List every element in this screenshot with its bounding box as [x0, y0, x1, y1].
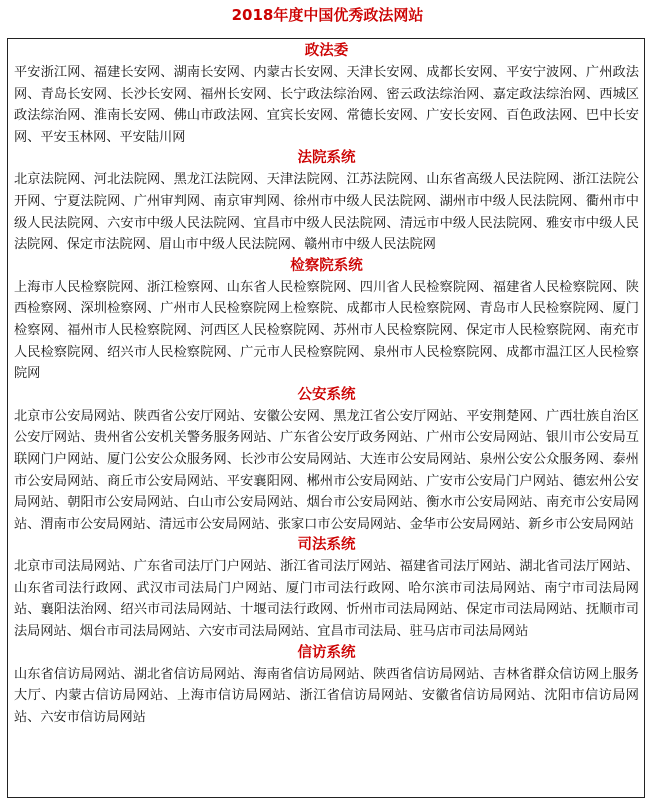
section-body: 山东省信访局网站、湖北省信访局网站、海南省信访局网站、陕西省信访局网站、吉林省群众信访网上服务大厅、内蒙古信访局网站、上海市信访局网站、浙江省信访局网站、安徽省信访局网站、沈阳市信访局网站、六安市信访局网站	[14, 666, 639, 725]
section-political-legal-committee	[14, 41, 639, 148]
section-title: 司法系统	[297, 537, 356, 554]
section-judicial-system	[14, 535, 639, 642]
section-public-security-system	[14, 385, 639, 536]
section-title: 政法委	[304, 43, 349, 59]
section-title: 法院系统	[297, 150, 356, 167]
section-body: 平安浙江网、福建长安网、湖南长安网、内蒙古长安网、天津长安网、成都长安网、平安宁波网、广州政法网、青岛长安网、长沙长安网、福州长安网、长宁政法综治网、密云政法综治网、嘉定政法综治网、西城区政法综治网、淮南长安网、佛山市政法网、宜宾长安网、常德长安网、广安长安网、百色政法网、巴中长安网、平安玉林网、平安陆川网	[14, 65, 639, 145]
section-body: 北京市公安局网站、陕西省公安厅网站、安徽公安网、黑龙江省公安厅网站、平安荆楚网、广西壮族自治区公安厅网站、贵州省公安机关警务服务网站、广东省公安厅政务网站、广州市公安局网站、银川市公安局互联网门户网站、厦门公安公众服务网、长沙市公安局网站、大连市公安局网站、泉州公安公众服务网、泰州市公安局网站、商丘市公安局网站、平安襄阳网、郴州市公安局网站、广安市公安局门户网站、德宏州公安局网站、朝阳市公安局网站、白山市公安局网站、烟台市公安局网站、衡水市公安局网站、南充市公安局网站、渭南市公安局网站、清远市公安局网站、张家口市公安局网站、金华市公安局网站、新乡市公安局网站	[14, 408, 639, 532]
section-body: 北京法院网、河北法院网、黑龙江法院网、天津法院网、江苏法院网、山东省高级人民法院网、浙江法院公开网、宁夏法院网、广州审判网、南京审判网、徐州市中级人民法院网、湖州市中级人民法院网、衢州市中级人民法院网、六安市中级人民法院网、宜昌市中级人民法院网、清远市中级人民法院网、雅安市中级人民法院网、保定市法院网、眉山市中级人民法院网、赣州市中级人民法院网	[14, 172, 639, 253]
section-title: 信访系统	[297, 644, 356, 661]
section-court-system	[14, 148, 639, 255]
section-petition-system	[14, 643, 639, 729]
section-procuratorate-system	[14, 256, 639, 385]
section-title: 公安系统	[297, 386, 356, 403]
section-body: 上海市人民检察院网、浙江检察网、山东省人民检察院网、四川省人民检察院网、福建省人民检察院网、陕西检察网、深圳检察网、广州市人民检察院网上检察院、成都市人民检察院网、青岛市人民检察院网、厦门检察网、福州市人民检察院网、河西区人民检察院网、苏州市人民检察院网、保定市人民检察院网、南充市人民检察院网、绍兴市人民检察院网、广元市人民检察院网、泉州市人民检察院网、成都市温江区人民检察院网	[14, 279, 639, 382]
content-inner	[8, 39, 644, 728]
page-title: 2018年度中国优秀政法网站	[231, 6, 424, 24]
content-box	[7, 38, 645, 798]
section-body: 北京市司法局网站、广东省司法厅门户网站、浙江省司法厅网站、福建省司法厅网站、湖北省司法厅网站、山东省司法行政网、武汉市司法局门户网站、厦门市司法行政网、哈尔滨市司法局网站、南宁市司法局网站、襄阳法治网、绍兴市司法局网站、十堰司法行政网、忻州市司法局网站、保定市司法局网站、抚顺市司法局网站、烟台市司法局网站、六安市司法局网站、宜昌市司法局、驻马店市司法局网站	[14, 559, 639, 640]
section-title: 检察院系统	[290, 257, 363, 274]
